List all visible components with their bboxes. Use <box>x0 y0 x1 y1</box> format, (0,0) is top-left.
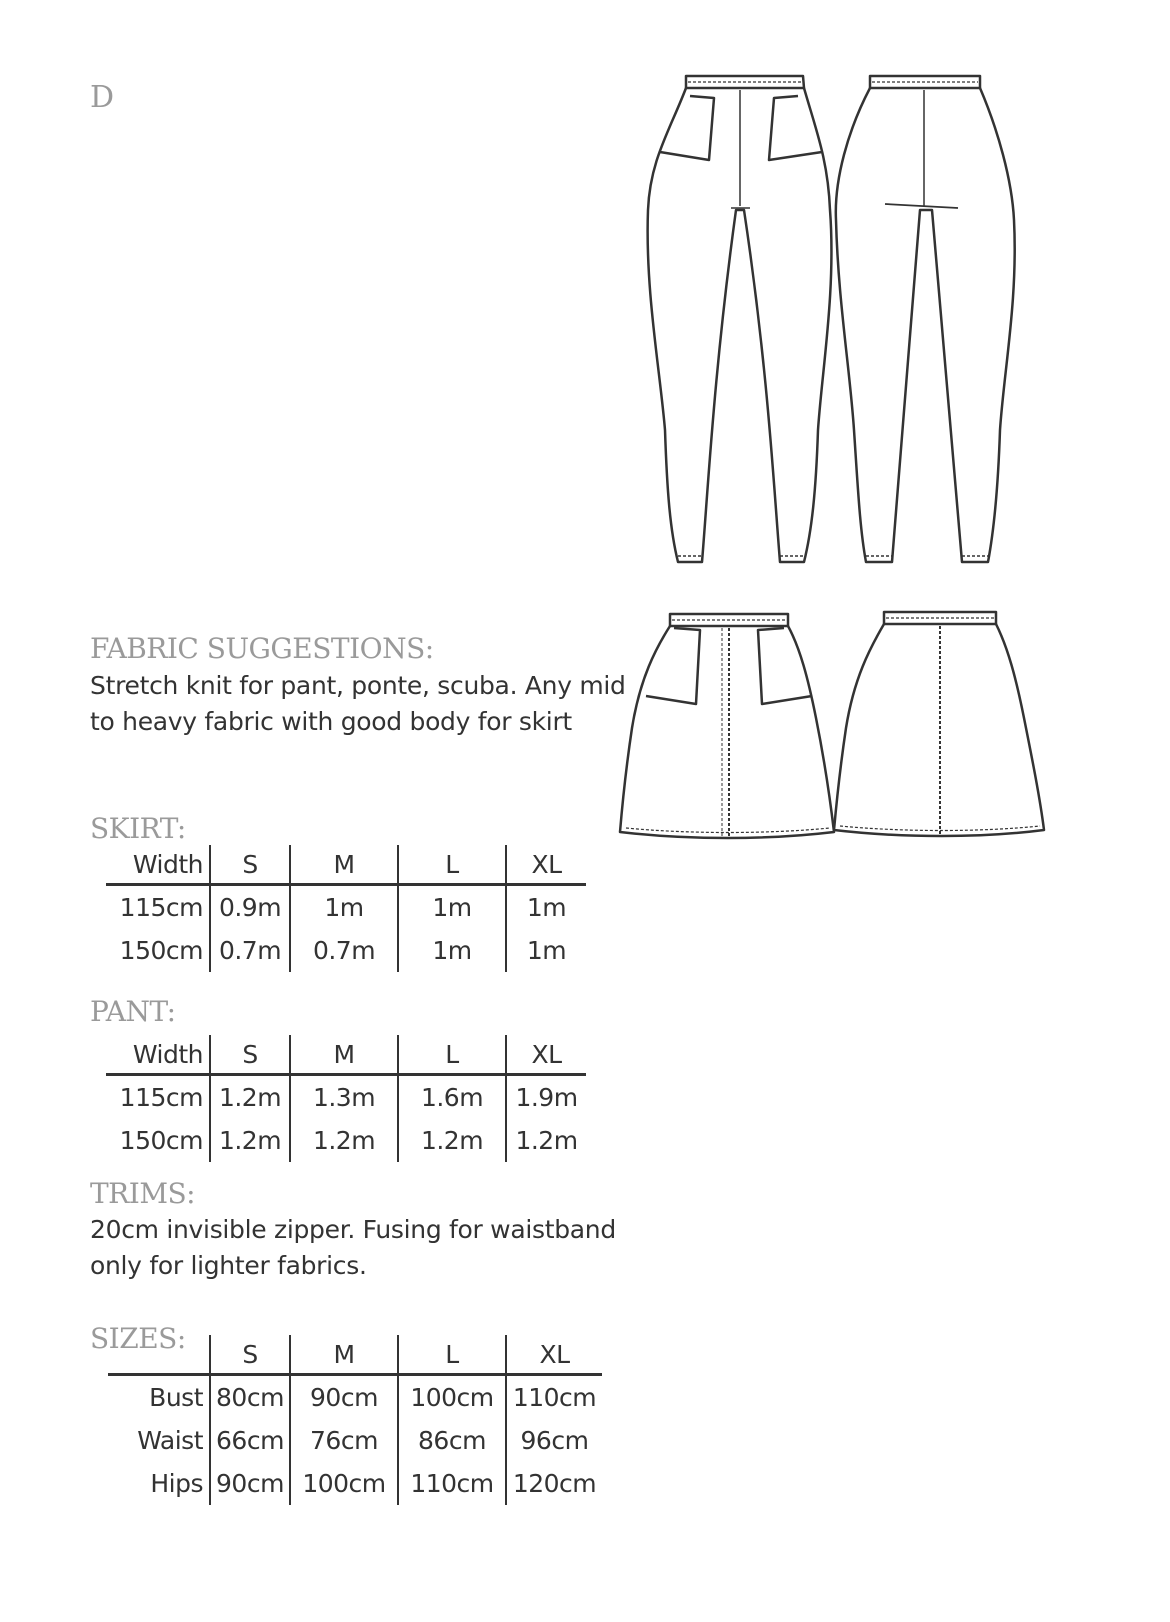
table-cell: 110cm <box>506 1375 602 1420</box>
column-header-m: M <box>290 845 398 885</box>
row-label: 150cm <box>119 936 203 965</box>
table-cell: 110cm <box>398 1462 506 1505</box>
table-cell: 96cm <box>506 1419 602 1462</box>
sizes-table <box>108 1335 602 1505</box>
skirt-fabric-table <box>106 845 586 972</box>
pant-front-illustration <box>640 70 840 575</box>
column-header-width: Width <box>106 1035 210 1075</box>
table-row <box>108 1419 602 1462</box>
table-header-row <box>106 845 586 885</box>
column-header-l: L <box>398 1035 506 1075</box>
column-header-xl: XL <box>506 1335 602 1375</box>
trims-heading: TRIMS: <box>90 1177 196 1210</box>
fabric-suggestions-text: Stretch knit for pant, ponte, scuba. Any mid to heavy fabric with good body for skirt <box>90 671 626 736</box>
table-cell: 0.7m <box>210 929 290 972</box>
row-label: 150cm <box>119 1126 203 1155</box>
row-label: Hips <box>150 1469 203 1498</box>
table-cell: 1.9m <box>506 1075 586 1120</box>
fabric-suggestions-heading: FABRIC SUGGESTIONS: <box>90 632 434 665</box>
column-header-width: Width <box>106 845 210 885</box>
column-header-m: M <box>290 1335 398 1375</box>
trims-text: 20cm invisible zipper. Fusing for waistband only for lighter fabrics. <box>90 1215 616 1280</box>
row-label: 115cm <box>119 893 203 922</box>
table-cell: 1.6m <box>398 1075 506 1120</box>
table-cell: 1m <box>398 929 506 972</box>
column-header-s: S <box>210 1335 290 1375</box>
table-cell: 1.2m <box>210 1075 290 1120</box>
table-cell: 66cm <box>210 1419 290 1462</box>
row-label: Waist <box>137 1426 203 1455</box>
page-letter: D <box>90 80 114 115</box>
table-cell: 0.9m <box>210 885 290 930</box>
table-row <box>108 1462 602 1505</box>
column-header-xl: XL <box>506 1035 586 1075</box>
table-cell: 1.3m <box>290 1075 398 1120</box>
pant-back-illustration <box>828 70 1028 575</box>
column-header-blank <box>108 1335 210 1375</box>
table-row <box>108 1375 602 1420</box>
pant-fabric-table <box>106 1035 586 1162</box>
skirt-front-illustration <box>618 608 838 843</box>
table-header-row <box>108 1335 602 1375</box>
sizes-heading: SIZES: <box>90 1322 186 1355</box>
table-cell: 120cm <box>506 1462 602 1505</box>
column-header-s: S <box>210 1035 290 1075</box>
column-header-l: L <box>398 1335 506 1375</box>
table-cell: 1m <box>506 885 586 930</box>
table-header-row <box>106 1035 586 1075</box>
table-cell: 90cm <box>290 1375 398 1420</box>
table-cell: 1m <box>398 885 506 930</box>
table-cell: 80cm <box>210 1375 290 1420</box>
row-label: 115cm <box>119 1083 203 1112</box>
table-cell: 1.2m <box>398 1119 506 1162</box>
pant-heading: PANT: <box>90 995 176 1028</box>
table-cell: 1.2m <box>506 1119 586 1162</box>
column-header-m: M <box>290 1035 398 1075</box>
table-cell: 90cm <box>210 1462 290 1505</box>
table-row <box>106 929 586 972</box>
column-header-xl: XL <box>506 845 586 885</box>
table-cell: 100cm <box>398 1375 506 1420</box>
table-cell: 1m <box>506 929 586 972</box>
table-row <box>106 885 586 930</box>
table-cell: 0.7m <box>290 929 398 972</box>
table-cell: 1.2m <box>210 1119 290 1162</box>
table-cell: 100cm <box>290 1462 398 1505</box>
table-row <box>106 1119 586 1162</box>
table-cell: 1m <box>290 885 398 930</box>
column-header-s: S <box>210 845 290 885</box>
table-cell: 76cm <box>290 1419 398 1462</box>
table-cell: 86cm <box>398 1419 506 1462</box>
skirt-heading: SKIRT: <box>90 812 186 845</box>
table-row <box>106 1075 586 1120</box>
table-cell: 1.2m <box>290 1119 398 1162</box>
skirt-back-illustration <box>832 608 1052 843</box>
column-header-l: L <box>398 845 506 885</box>
row-label: Bust <box>149 1383 203 1412</box>
